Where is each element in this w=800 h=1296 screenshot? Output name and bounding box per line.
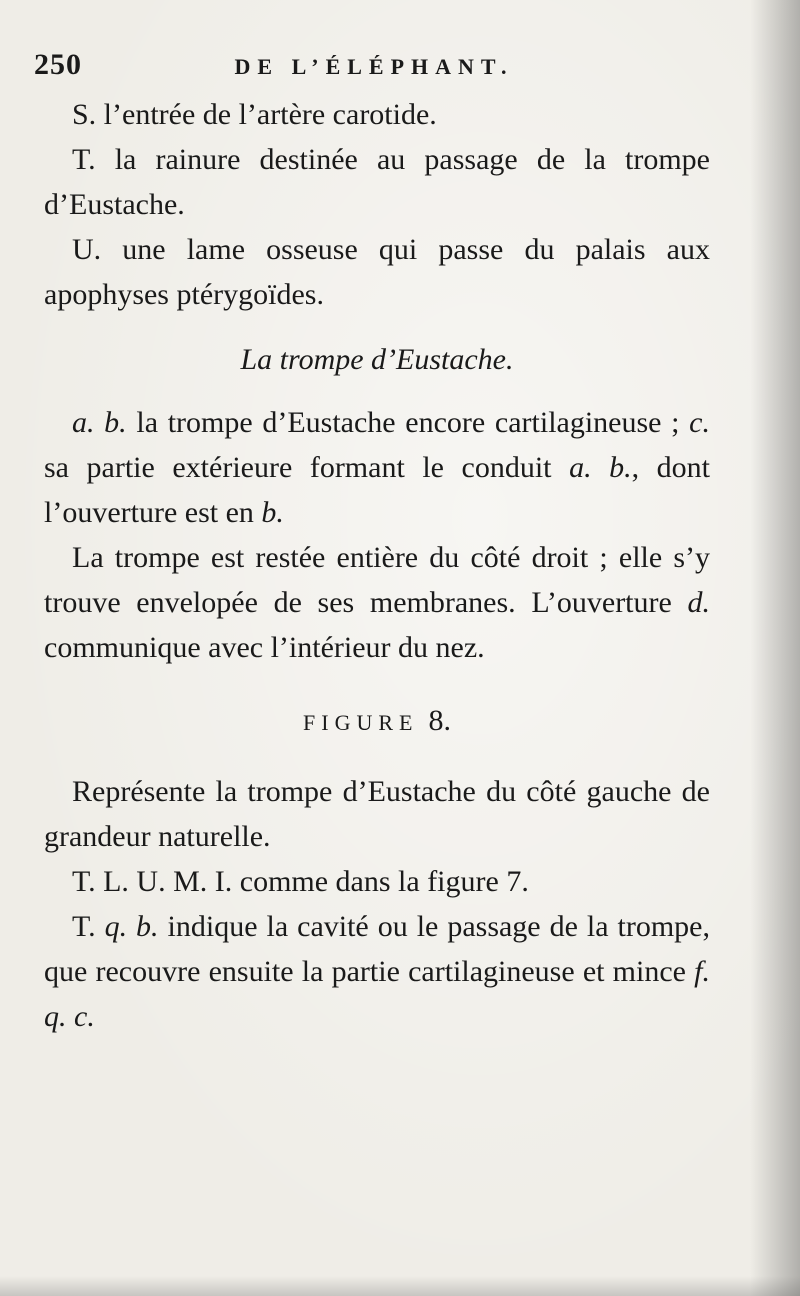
label-q-b: q. b. [104, 910, 159, 943]
figure-para-cavite [44, 904, 710, 1039]
text-ouverture: , dont l’ouverture est en [44, 451, 711, 529]
page-bottom-shadow [0, 1276, 800, 1296]
figure-number: 8. [428, 704, 451, 737]
label-b: b. [261, 496, 284, 529]
page-edge-shadow [750, 0, 800, 1296]
text-indique-cavite: indique la cavité ou le passage de la trompe, que recouvre ensuite la partie cartilagineuse et mince [44, 910, 710, 988]
figure-para-legend: T. L. U. M. I. comme dans la figure 7. [72, 865, 529, 898]
text-t: T. [72, 910, 105, 943]
label-a-b-2: a. b. [569, 451, 632, 484]
entry-s: S. l’entrée de l’artère carotide. [72, 98, 437, 131]
paragraph-trompe-description [44, 400, 710, 535]
page-body [44, 92, 710, 1039]
text-trompe-cartilagineuse: la trompe d’Eustache encore cartilagineuse ; [126, 406, 690, 439]
text-trompe-entiere: La trompe est restée entière du côté droit ; elle s’y trouve envelopée de ses membranes. L’ouverture [44, 541, 710, 619]
running-head: DE L’ÉLÉPHANT. [234, 54, 514, 79]
page-number: 250 [34, 48, 82, 81]
figure-heading [44, 698, 710, 745]
text-partie-exterieure: sa partie extérieure formant le conduit [44, 451, 570, 484]
section-title: La trompe d’Eustache. [240, 343, 514, 376]
figure-para-represente: Représente la trompe d’Eustache du côté gauche de grandeur naturelle. [44, 775, 710, 853]
label-d: d. [687, 586, 710, 619]
label-f-q-c: f. q. c. [44, 955, 710, 1033]
paragraph-trompe-droite [44, 535, 710, 670]
figure-word: FIGURE [303, 710, 419, 735]
entry-t: T. la rainure destinée au passage de la trompe d’Eustache. [44, 143, 710, 221]
text-communique: communique avec l’intérieur du nez. [44, 631, 485, 664]
label-a-b: a. b. [72, 406, 127, 439]
page-header [34, 48, 714, 88]
entry-u: U. une lame osseuse qui passe du palais aux apophyses ptérygoïdes. [44, 233, 710, 311]
label-c: c. [689, 406, 710, 439]
